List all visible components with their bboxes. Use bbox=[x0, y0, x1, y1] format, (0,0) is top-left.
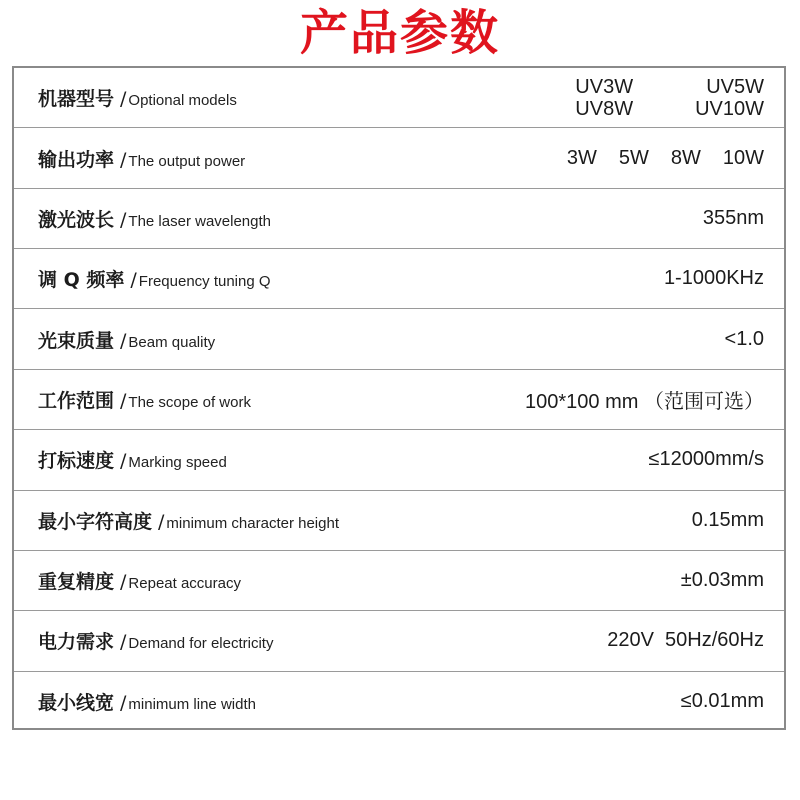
spec-label bbox=[38, 567, 241, 594]
power-item: 3W bbox=[566, 146, 597, 169]
spec-label bbox=[38, 446, 227, 473]
spec-row-marking-speed bbox=[14, 430, 784, 490]
label-english: The scope of work bbox=[128, 393, 251, 411]
spec-table bbox=[12, 66, 786, 730]
label-chinese: 光束质量 bbox=[38, 329, 115, 352]
label-chinese: 机器型号 bbox=[38, 88, 115, 111]
spec-row-min-line-width bbox=[14, 672, 784, 732]
label-separator: / bbox=[120, 208, 127, 231]
spec-value: 355nm bbox=[702, 206, 764, 229]
model-list bbox=[575, 76, 764, 120]
label-english: Repeat accuracy bbox=[128, 575, 241, 593]
spec-value: 100*100 mm （范围可选） bbox=[525, 390, 764, 413]
label-english: The laser wavelength bbox=[128, 212, 272, 230]
spec-label bbox=[38, 627, 273, 654]
spec-row-wavelength bbox=[14, 189, 784, 249]
spec-value: 220V 50Hz/60Hz bbox=[607, 629, 764, 652]
power-item: 10W bbox=[722, 146, 764, 169]
spec-value: ≤0.01mm bbox=[680, 690, 764, 713]
label-chinese: 调 Q 频率 bbox=[38, 269, 125, 292]
label-separator: / bbox=[120, 389, 127, 412]
label-english: minimum line width bbox=[128, 696, 256, 714]
spec-label bbox=[38, 326, 215, 353]
spec-value: ±0.03mm bbox=[680, 569, 764, 592]
spec-label bbox=[38, 145, 245, 172]
label-separator: / bbox=[158, 510, 165, 533]
spec-row-q-frequency bbox=[14, 249, 784, 309]
spec-label bbox=[38, 386, 251, 413]
label-chinese: 最小线宽 bbox=[38, 692, 115, 715]
model-item: UV8W bbox=[575, 97, 634, 120]
power-list bbox=[567, 147, 764, 170]
label-english: Demand for electricity bbox=[128, 635, 274, 653]
label-english: The output power bbox=[128, 152, 246, 170]
label-separator: / bbox=[120, 450, 127, 473]
label-english: Frequency tuning Q bbox=[138, 273, 271, 291]
spec-label bbox=[38, 507, 339, 534]
spec-value: ≤12000mm/s bbox=[648, 448, 764, 471]
label-english: Beam quality bbox=[128, 333, 216, 351]
model-item: UV10W bbox=[695, 97, 764, 120]
label-separator: / bbox=[120, 329, 127, 352]
model-item: UV3W bbox=[575, 75, 634, 98]
spec-row-repeat-accuracy bbox=[14, 551, 784, 611]
label-chinese: 工作范围 bbox=[38, 389, 115, 412]
label-separator: / bbox=[120, 148, 127, 171]
model-item: UV5W bbox=[706, 75, 764, 98]
spec-row-beam-quality bbox=[14, 309, 784, 369]
spec-row-work-scope bbox=[14, 370, 784, 430]
spec-row-output-power bbox=[14, 128, 784, 188]
label-separator: / bbox=[120, 571, 127, 594]
label-english: Marking speed bbox=[128, 454, 227, 472]
spec-label bbox=[38, 205, 271, 232]
label-chinese: 激光波长 bbox=[38, 208, 115, 231]
spec-label bbox=[38, 84, 237, 111]
power-item: 5W bbox=[618, 146, 649, 169]
label-separator: / bbox=[120, 692, 127, 715]
label-separator: / bbox=[130, 269, 137, 292]
label-separator: / bbox=[120, 88, 127, 111]
spec-value: 0.15mm bbox=[691, 508, 764, 531]
label-chinese: 最小字符高度 bbox=[38, 510, 153, 533]
label-chinese: 重复精度 bbox=[38, 571, 115, 594]
spec-value: 1-1000KHz bbox=[663, 267, 764, 290]
spec-value: <1.0 bbox=[724, 327, 764, 350]
label-english: minimum character height bbox=[166, 514, 339, 532]
label-chinese: 打标速度 bbox=[38, 450, 115, 473]
label-chinese: 电力需求 bbox=[38, 631, 115, 654]
spec-row-min-char-height bbox=[14, 491, 784, 551]
label-english: Optional models bbox=[128, 92, 237, 110]
label-separator: / bbox=[120, 631, 127, 654]
power-item: 8W bbox=[670, 146, 701, 169]
label-chinese: 输出功率 bbox=[38, 148, 115, 171]
page-title: 产品参数 bbox=[299, 5, 500, 61]
spec-row-electricity bbox=[14, 611, 784, 671]
spec-row-models bbox=[14, 68, 784, 128]
spec-label bbox=[38, 265, 271, 292]
spec-label bbox=[38, 688, 256, 715]
